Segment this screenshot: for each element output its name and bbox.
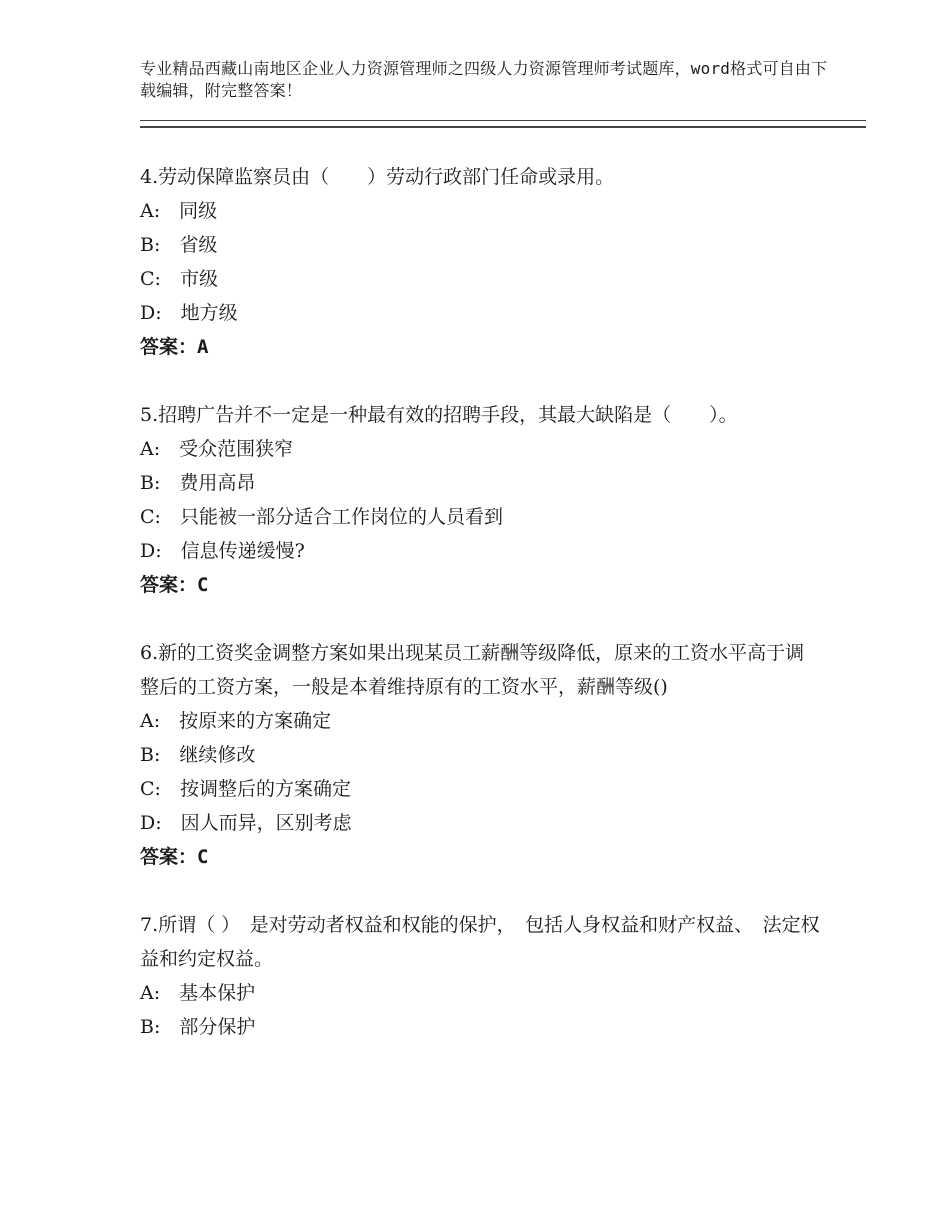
question-7 <box>140 908 820 1044</box>
question-list <box>140 160 820 1078</box>
option-c: C: 按调整后的方案确定 <box>140 778 351 800</box>
option-a: A: 按原来的方案确定 <box>140 710 332 732</box>
option-c: C: 市级 <box>140 268 218 290</box>
option-b: B: 费用高昂 <box>140 472 256 494</box>
option-a: A: 基本保护 <box>140 982 256 1004</box>
answer-line: 答案：A <box>140 336 209 358</box>
question-6 <box>140 636 820 874</box>
option-d: D: 因人而异，区别考虑 <box>140 812 352 834</box>
answer-line: 答案：C <box>140 846 209 868</box>
question-text: 4.劳动保障监察员由（ ）劳动行政部门任命或录用。 <box>140 166 615 188</box>
answer-line: 答案：C <box>140 574 209 596</box>
question-5 <box>140 398 820 602</box>
option-b: B: 部分保护 <box>140 1016 256 1038</box>
document-header: 专业精品西藏山南地区企业人力资源管理师之四级人力资源管理师考试题库，word格式可自由下载编辑，附完整答案！ <box>140 59 828 100</box>
question-text: 6.新的工资奖金调整方案如果出现某员工薪酬等级降低，原来的工资水平高于调整后的工资方案，一般是本着维持原有的工资水平，薪酬等级() <box>140 642 805 698</box>
question-text: 5.招聘广告并不一定是一种最有效的招聘手段，其最大缺陷是（ ）。 <box>140 404 738 426</box>
question-text: 7.所谓（ ） 是对劳动者权益和权能的保护， 包括人身权益和财产权益、 法定权益和约定权益。 <box>140 914 820 970</box>
option-b: B: 继续修改 <box>140 744 256 766</box>
question-4 <box>140 160 820 364</box>
header-divider <box>140 120 866 128</box>
option-a: A: 同级 <box>140 200 218 222</box>
option-d: D: 信息传递缓慢? <box>140 540 305 562</box>
option-b: B: 省级 <box>140 234 218 256</box>
option-a: A: 受众范围狭窄 <box>140 438 294 460</box>
option-c: C: 只能被一部分适合工作岗位的人员看到 <box>140 506 503 528</box>
option-d: D: 地方级 <box>140 302 238 324</box>
